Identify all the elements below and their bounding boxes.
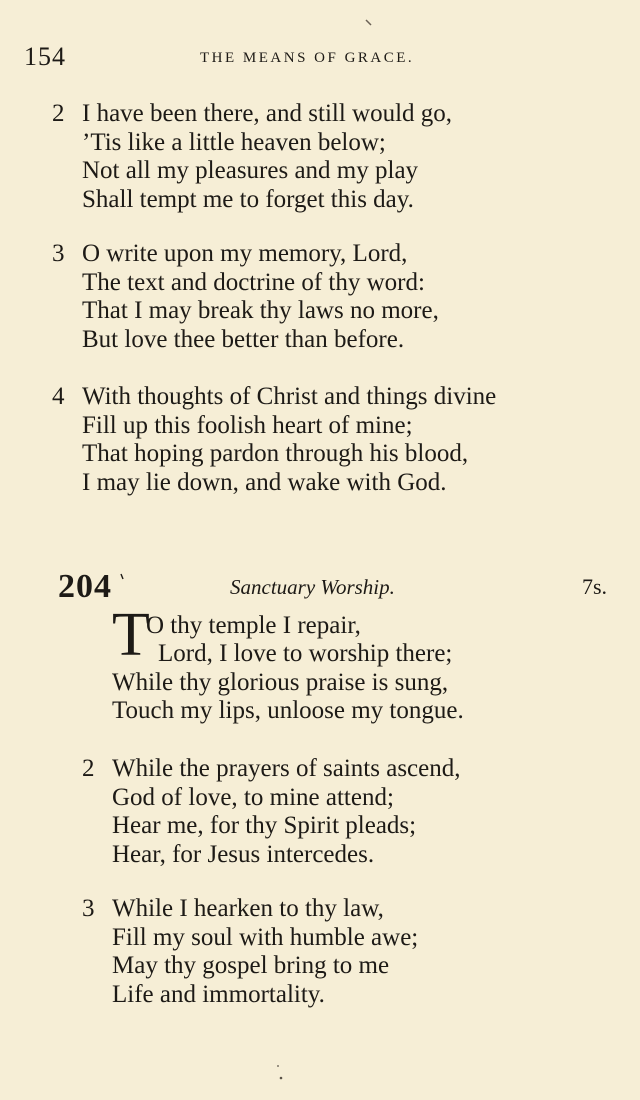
running-head: THE MEANS OF GRACE. xyxy=(200,50,415,66)
stanza-line: Not all my pleasures and my play xyxy=(82,157,419,184)
hymn-number: 204 xyxy=(58,568,112,605)
stanza-number: 2 xyxy=(52,100,65,127)
stanza-number: 3 xyxy=(82,895,95,922)
stanza-line: That hoping pardon through his blood, xyxy=(82,440,469,467)
stanza-line: Touch my lips, unloose my tongue. xyxy=(112,697,464,724)
stanza-number: 2 xyxy=(82,755,95,782)
first-line: O thy temple I repair, xyxy=(146,612,361,639)
stanza-line: Fill up this foolish heart of mine; xyxy=(82,411,413,439)
line-text: With thoughts of Christ and things divine xyxy=(82,383,497,410)
line-text: While the prayers of saints ascend, xyxy=(112,755,461,782)
stanza-line: Hear, for Jesus intercedes. xyxy=(112,840,375,868)
stanza-line: Life and immortality. xyxy=(112,980,325,1008)
stanza-line: That I may break thy laws no more, xyxy=(82,297,439,324)
speck-dot xyxy=(280,1077,283,1080)
line-text: O write upon my memory, Lord, xyxy=(82,240,408,267)
stanza-line: ’Tis like a little heaven below; xyxy=(82,128,386,156)
stanza-line: Fill my soul with humble awe; xyxy=(112,923,419,951)
stanza-line: The text and doctrine of thy word: xyxy=(82,268,425,296)
stanza-line: I may lie down, and wake with God. xyxy=(82,468,447,496)
stanza-line: Hear me, for thy Spirit pleads; xyxy=(112,812,417,839)
stanza-number: 4 xyxy=(52,383,65,410)
speck-dot xyxy=(277,1065,279,1067)
hymn-title: Sanctuary Worship. xyxy=(230,575,395,599)
speck-mark xyxy=(366,20,371,25)
line-text: I have been there, and still would go, xyxy=(82,100,453,127)
stanza-line: Lord, I love to worship there; xyxy=(158,640,453,667)
drop-cap: T xyxy=(112,601,150,669)
stanza-line: May thy gospel bring to me xyxy=(112,952,390,979)
stanza-line: Shall tempt me to forget this day. xyxy=(82,185,414,213)
hymn-meter: 7s. xyxy=(582,574,608,599)
page-number: 154 xyxy=(24,42,66,71)
stanza-line: While thy glorious praise is sung, xyxy=(112,669,449,696)
stanza-line: God of love, to mine attend; xyxy=(112,783,394,811)
stanza-line: But love thee better than before. xyxy=(82,325,405,353)
line-text: While I hearken to thy law, xyxy=(112,895,384,922)
speck-mark xyxy=(121,574,123,579)
stanza-number: 3 xyxy=(52,240,65,267)
